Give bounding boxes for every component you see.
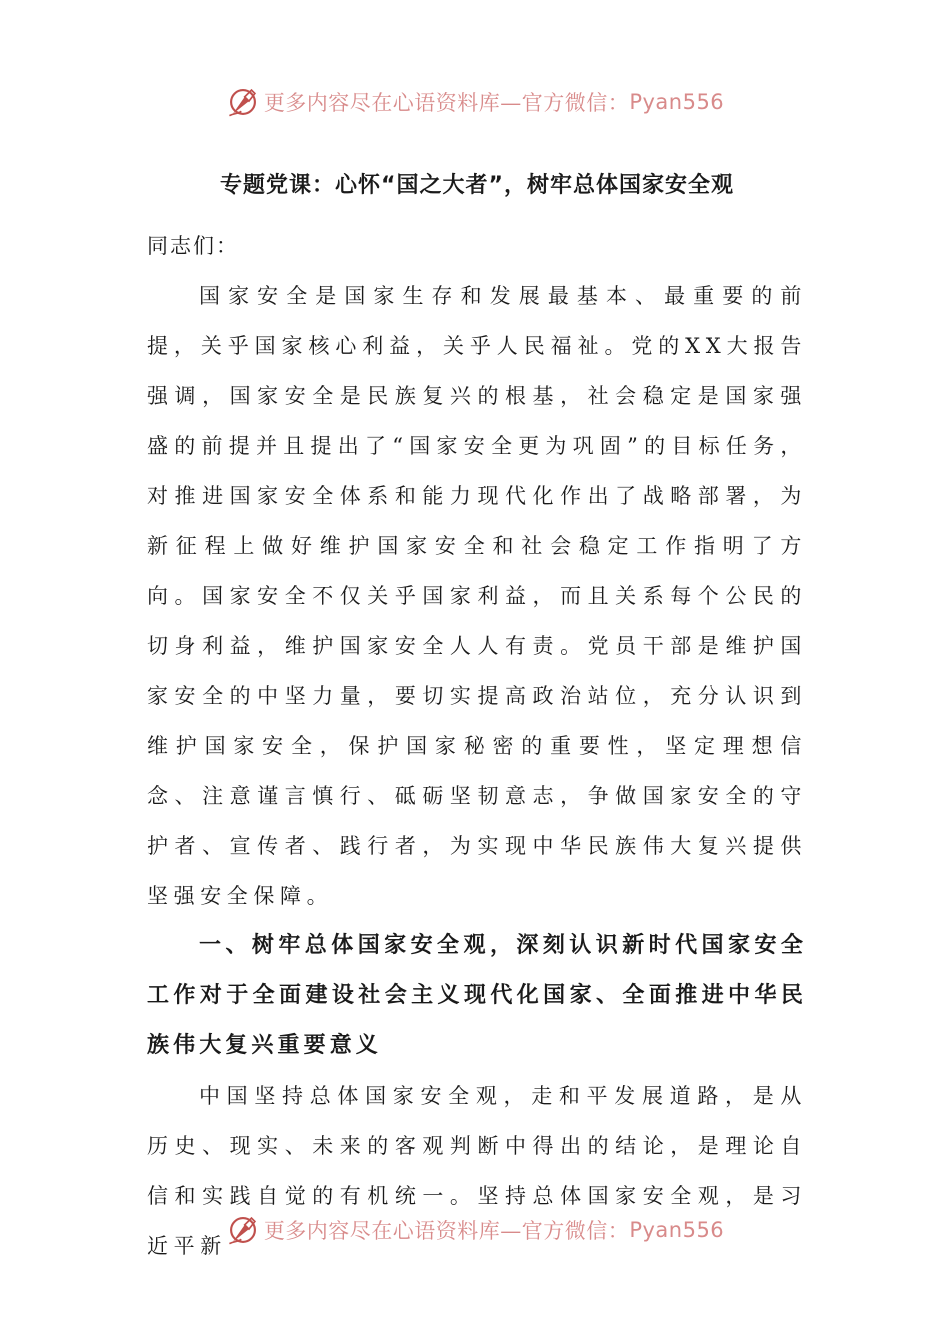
pen-nib-logo-icon [226,1213,260,1247]
greeting: 同志们： [147,234,239,258]
section-heading-1: 一、树牢总体国家安全观，深刻认识新时代国家安全工作对于全面建设社会主义现代化国家、全面推进中华民族伟大复兴重要意义 [147,933,807,1058]
footer-banner [0,1210,950,1250]
document-body [147,168,807,1271]
paragraph-section-1: 中国坚持总体国家安全观，走和平发展道路，是从历史、现实、未来的客观判断中得出的结论，是理论自信和实践自觉的有机统一。坚持总体国家安全观，是习近平新 [147,1084,807,1258]
document-title: 专题党课：心怀“国之大者”，树牢总体国家安全观 [220,173,734,198]
banner-wechat-id: Pyan556 [629,1218,725,1242]
header-banner [0,82,950,122]
banner-text: 更多内容尽在心语资料库—官方微信： [263,1219,630,1243]
banner-wechat-id: Pyan556 [629,90,725,114]
paragraph-intro: 国家安全是国家生存和发展最基本、最重要的前提，关乎国家核心利益，关乎人民福祉。党的XX大报告强调，国家安全是民族复兴的根基，社会稳定是国家强盛的前提并且提出了“国家安全更为巩固”的目标任务，对推进国家安全体系和能力现代化作出了战略部署，为新征程上做好维护国家安全和社会稳定工作指明了方向。国家安全不仅关乎国家利益，而且关系每个公民的切身利益，维护国家安全人人有责。党员干部是维护国家安全的中坚力量，要切实提高政治站位，充分认识到维护国家安全，保护国家秘密的重要性，坚定理想信念、注意谨言慎行、砥砺坚韧意志，争做国家安全的守护者、宣传者、践行者，为实现中华民族伟大复兴提供坚强安全保障。 [147,284,807,908]
pen-nib-logo-icon [226,85,260,119]
banner-text: 更多内容尽在心语资料库—官方微信： [263,91,630,115]
